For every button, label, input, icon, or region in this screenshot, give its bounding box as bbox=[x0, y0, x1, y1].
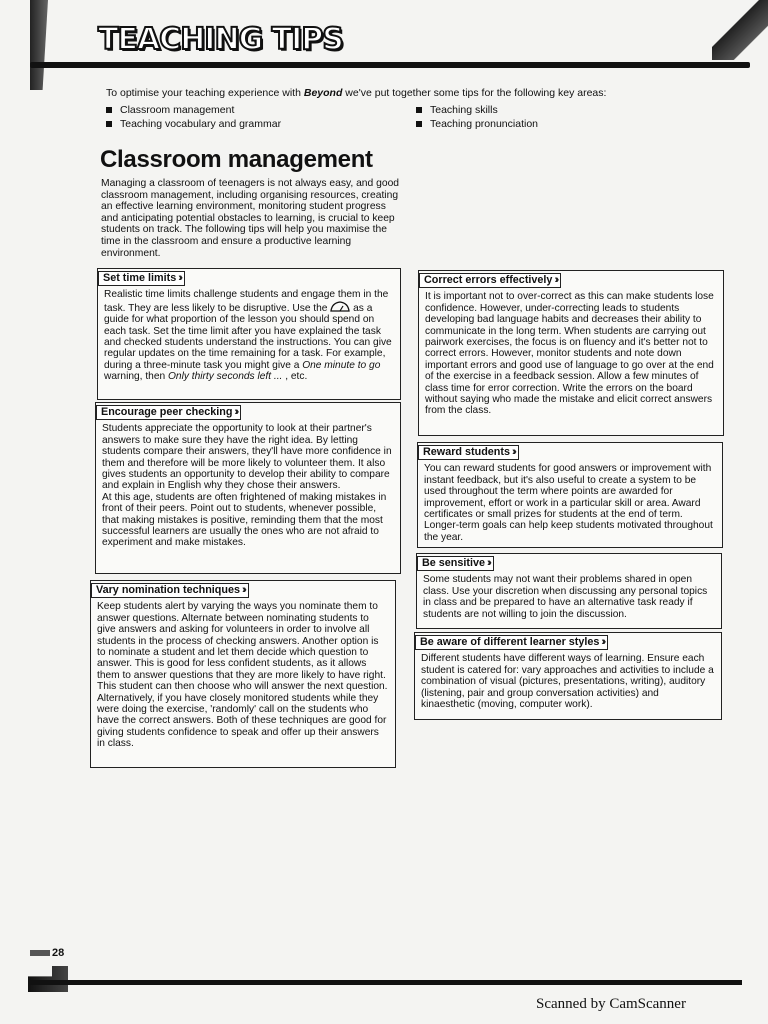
tip-title-text: Vary nomination techniques bbox=[96, 584, 240, 596]
tip-body: Keep students alert by varying the ways you nominate them to answer questions. Alternate between nominating students to give answers and asking for volunteers in order to involve all students in the process of checking answers. Another option is to nominate a student and let them decide which question to answer. This is good for less confident students, as it allows them to answer questions that they are more likely to have right. This student can then choose who will answer the next question. Alternatively, if you have closely monitored students while they were doing the exercise, 'randomly' call on the students who have the correct answers. Both of these techniques are good for giving students confidence to speak and offer up their answers in class. bbox=[97, 601, 388, 750]
chevrons-icon: ››› bbox=[234, 406, 237, 418]
clock-icon bbox=[330, 301, 350, 312]
tip-body-part: as a guide for what proportion of the lesson you should spend on each task. Set the time limit after you have explained the task and checked students understand the instructions. You can give regular updates on the time remaining for a task. For example, during a three-minute task you might give a bbox=[104, 302, 392, 371]
chevrons-icon: ››› bbox=[512, 446, 514, 458]
tip-body bbox=[102, 423, 394, 548]
footer-rule bbox=[30, 980, 742, 985]
tip-title-text: Be sensitive bbox=[422, 557, 486, 569]
tip-title-text: Encourage peer checking bbox=[101, 406, 233, 418]
tip-title-text: Be aware of different learner styles bbox=[420, 636, 600, 648]
list-item-label: Teaching vocabulary and grammar bbox=[120, 118, 282, 130]
bullet-square-icon bbox=[106, 107, 112, 113]
tip-body: You can reward students for good answers or improvement with instant feedback, but it's also useful to create a system to be used throughout the term where points are awarded for improvement, effort or work in a particular skill or area. Award certificates or small prizes for students at the end of term. Longer-term goals can help keep students motivated throughout the year. bbox=[424, 463, 713, 543]
header-right-decoration bbox=[712, 0, 768, 60]
tip-title bbox=[417, 556, 494, 571]
intro-text bbox=[106, 86, 666, 100]
tip-body bbox=[104, 289, 394, 382]
list-item bbox=[416, 118, 666, 130]
brand-name: Beyond bbox=[303, 87, 343, 99]
section-intro: Managing a classroom of teenagers is not always easy, and good classroom management, including organising resources, creating an effective learning environment, monitoring student progress and anticipating potential obstacles to learning, is crucial to keep students on track. The following tips will help you maximise the time in the classroom and ensure a productive learning environment. bbox=[101, 178, 400, 259]
tip-title bbox=[415, 635, 608, 650]
list-item bbox=[106, 104, 416, 116]
list-item bbox=[106, 118, 416, 130]
bullet-square-icon bbox=[416, 121, 422, 127]
list-item-label: Teaching skills bbox=[430, 104, 498, 116]
intro-text-before: To optimise your teaching experience with bbox=[106, 87, 304, 99]
tip-title-text: Set time limits bbox=[103, 272, 177, 284]
tip-box-be-sensitive bbox=[416, 553, 722, 629]
tip-italic: One minute to go bbox=[302, 359, 381, 371]
bullet-square-icon bbox=[106, 121, 112, 127]
teaching-tips-logo: TEACHING TIPS bbox=[98, 22, 343, 57]
scanner-watermark: Scanned by CamScanner bbox=[536, 996, 686, 1012]
tip-body: Some students may not want their problems shared in open class. Use your discretion when discussing any personal topics in class and be prepared to have an alternative task ready if students are not willing to join the discussion. bbox=[423, 574, 708, 620]
list-item bbox=[416, 104, 666, 116]
bullet-square-icon bbox=[416, 107, 422, 113]
chevrons-icon: ››› bbox=[178, 272, 180, 284]
tip-box-reward-students bbox=[417, 442, 723, 548]
page-number-decoration bbox=[30, 950, 50, 956]
tip-paragraph: At this age, students are often frightened of making mistakes in front of their peers. Point out to students, whenever possible, that making mistakes is positive, reminding them that the most successful learners are usually the ones who are not afraid to experiment and make mistakes. bbox=[102, 491, 387, 549]
tip-paragraph: Students appreciate the opportunity to look at their partner's answers to make sure they have the right idea. By letting students compare their answers, they'll have more confidence in them and therefore will be more likely to volunteer them. It also gives students an opportunity to develop their ability to compare and explain in English why they chose their answers. bbox=[102, 423, 392, 492]
footer-left-decoration bbox=[28, 966, 68, 992]
header-rule bbox=[30, 62, 750, 68]
list-item-label: Teaching pronunciation bbox=[430, 118, 538, 130]
tip-title-text: Reward students bbox=[423, 446, 510, 458]
header-left-decoration bbox=[30, 0, 48, 90]
chevrons-icon: ››› bbox=[601, 636, 604, 648]
page-number: 28 bbox=[52, 947, 65, 959]
section-title: Classroom management bbox=[100, 146, 373, 173]
key-areas-list bbox=[106, 104, 666, 130]
tip-body-part: Realistic time limits challenge students and engage them in the task. They are less likely to be disruptive. Use the bbox=[104, 289, 389, 314]
tip-box-peer-checking bbox=[95, 402, 401, 574]
tip-title bbox=[98, 271, 185, 286]
tip-body: Different students have different ways of learning. Ensure each student is catered for: vary approaches and activities to include a combination of visual (pictures, presentations, writing), auditory (listening, pair and group conversation activities) and kinaesthetic (moving, computer work). bbox=[421, 653, 714, 711]
tip-body: It is important not to over-correct as this can make students lose confidence. However, under-correcting leads to students developing bad language habits and decreases their ability to communicate in the long term. When students are carrying out pairwork exercises, the focus is on fluency and it's better not to correct errors. However, monitor students and note down important errors and good use of language to go over at the end of the exercise in a feedback session. Allow a few minutes of class time for error correction. Write the errors on the board without saying who made the mistake and elicit correct answers from the class. bbox=[425, 291, 714, 417]
tip-title bbox=[91, 583, 249, 598]
tip-body-part: warning, then bbox=[104, 371, 168, 383]
tip-box-nomination bbox=[90, 580, 396, 768]
tip-title bbox=[418, 445, 519, 460]
tip-box-learner-styles bbox=[414, 632, 722, 720]
chevrons-icon: ››› bbox=[487, 557, 489, 569]
tip-box-set-time-limits bbox=[97, 268, 401, 400]
tip-title-text: Correct errors effectively bbox=[424, 274, 553, 286]
list-item-label: Classroom management bbox=[120, 104, 235, 116]
tip-body-part: , etc. bbox=[282, 371, 308, 383]
tip-box-correct-errors bbox=[418, 270, 724, 436]
chevrons-icon: ››› bbox=[554, 274, 557, 286]
chevrons-icon: ››› bbox=[242, 584, 244, 596]
intro-text-after: we've put together some tips for the following key areas: bbox=[342, 87, 607, 99]
tip-title bbox=[419, 273, 561, 288]
tip-italic: Only thirty seconds left ... bbox=[168, 371, 283, 383]
tip-title bbox=[96, 405, 241, 420]
